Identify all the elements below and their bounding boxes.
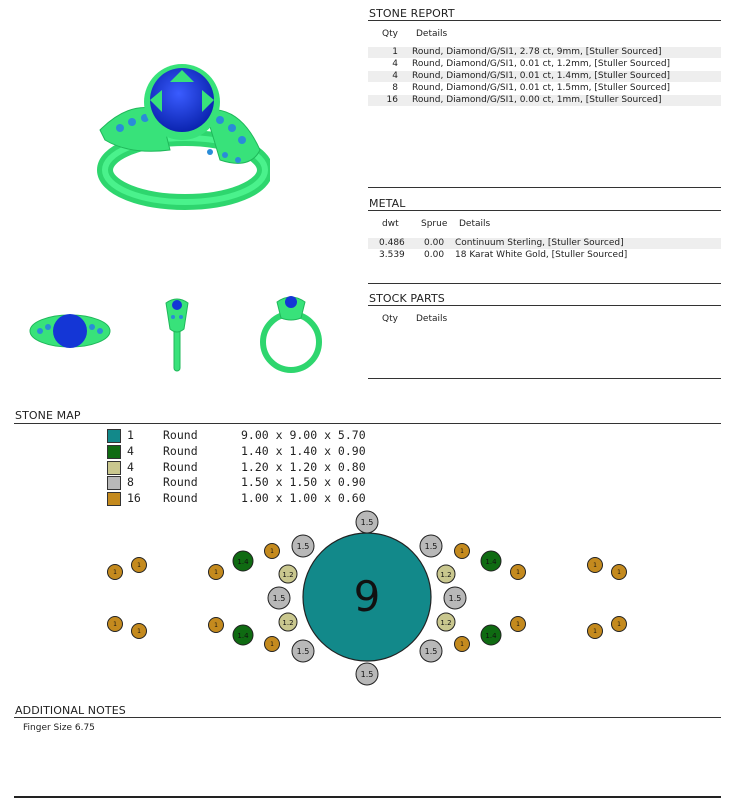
- stone-14-label: 1.4: [237, 632, 249, 640]
- additional-notes-rule: [14, 717, 721, 718]
- stock-parts-qty-header: Qty: [382, 314, 398, 324]
- details-cell: Round, Diamond/G/SI1, 0.01 ct, 1.5mm, [Stuller Sourced]: [412, 83, 671, 93]
- qty-cell: 16: [386, 95, 398, 105]
- stone-1-label: 1: [593, 628, 597, 635]
- metal-title: METAL: [369, 197, 406, 210]
- center-stone-label: 9: [353, 572, 381, 621]
- legend-swatch: [107, 429, 121, 443]
- stone-1-label: 1: [137, 628, 141, 635]
- additional-notes-title: ADDITIONAL NOTES: [15, 704, 126, 717]
- sprue-cell: 0.00: [424, 250, 445, 260]
- stone-15-label: 1.5: [272, 594, 286, 603]
- stone-12-label: 1.2: [440, 571, 452, 579]
- table-row: [368, 58, 721, 71]
- stone-14-label: 1.4: [485, 558, 497, 566]
- stock-parts-rule: [368, 305, 721, 306]
- stone-15-label: 1.5: [448, 594, 462, 603]
- metal-table: [368, 238, 721, 262]
- legend-dims: 1.40 x 1.40 x 0.90: [241, 443, 366, 458]
- dwt-cell: 3.539: [379, 250, 405, 260]
- details-cell: Continuum Sterling, [Stuller Sourced]: [455, 238, 624, 248]
- legend-dims: 1.00 x 1.00 x 0.60: [241, 491, 366, 506]
- legend-swatch: [107, 461, 121, 475]
- stone-1-label: 1: [516, 621, 520, 628]
- stone-15-label: 1.5: [424, 647, 438, 656]
- stone-report-title: STONE REPORT: [369, 7, 455, 20]
- stone-report-qty-header: Qty: [382, 29, 398, 39]
- stone-1-label: 1: [617, 569, 621, 576]
- stone-1-label: 1: [593, 562, 597, 569]
- legend-dims: 1.20 x 1.20 x 0.80: [241, 459, 366, 474]
- table-row: [368, 249, 721, 262]
- table-row: [368, 47, 721, 58]
- table-row: [368, 238, 721, 249]
- stone-report-details-header: Details: [416, 29, 448, 39]
- legend-dims: 9.00 x 9.00 x 5.70: [241, 428, 366, 442]
- legend-count: 4: [127, 443, 134, 458]
- details-cell: Round, Diamond/G/SI1, 0.01 ct, 1.2mm, [Stuller Sourced]: [412, 59, 671, 69]
- metal-details-header: Details: [459, 219, 491, 229]
- stone-15-label: 1.5: [360, 670, 374, 679]
- page-bottom-rule: [14, 796, 721, 798]
- qty-cell: 4: [392, 59, 398, 69]
- details-cell: Round, Diamond/G/SI1, 0.00 ct, 1mm, [Stuller Sourced]: [412, 95, 662, 105]
- qty-cell: 1: [392, 47, 398, 57]
- stone-map-title: STONE MAP: [15, 409, 81, 422]
- stone-1-label: 1: [460, 641, 464, 648]
- table-row: [368, 95, 721, 106]
- legend-shape: Round: [163, 475, 198, 490]
- ring-top-view-render: [28, 305, 112, 357]
- metal-sprue-header: Sprue: [421, 219, 448, 229]
- legend-shape: Round: [163, 443, 198, 458]
- stone-1-label: 1: [270, 641, 274, 648]
- details-cell: Round, Diamond/G/SI1, 0.01 ct, 1.4mm, [Stuller Sourced]: [412, 71, 671, 81]
- stone-12-label: 1.2: [282, 619, 294, 627]
- ring-front-view-render: [255, 292, 327, 376]
- stone-report-rule: [368, 20, 721, 21]
- finger-size-note: Finger Size 6.75: [23, 723, 95, 733]
- legend-shape: Round: [163, 428, 198, 442]
- qty-cell: 8: [392, 83, 398, 93]
- stone-1-label: 1: [113, 569, 117, 576]
- stone-1-label: 1: [137, 562, 141, 569]
- legend-count: 8: [127, 475, 134, 490]
- stock-parts-details-header: Details: [416, 314, 448, 324]
- stone-1-label: 1: [617, 621, 621, 628]
- details-cell: 18 Karat White Gold, [Stuller Sourced]: [455, 250, 628, 260]
- legend-count: 1: [127, 428, 134, 442]
- metal-top-rule: [368, 187, 721, 188]
- stone-15-label: 1.5: [296, 542, 310, 551]
- legend-dims: 1.50 x 1.50 x 0.90: [241, 475, 366, 490]
- sprue-cell: 0.00: [424, 238, 445, 248]
- legend-swatch: [107, 476, 121, 490]
- metal-rule: [368, 210, 721, 211]
- qty-cell: 4: [392, 71, 398, 81]
- details-cell: Round, Diamond/G/SI1, 2.78 ct, 9mm, [Stuller Sourced]: [412, 47, 662, 57]
- legend-shape: Round: [163, 491, 198, 506]
- stone-1-label: 1: [214, 569, 218, 576]
- dwt-cell: 0.486: [379, 238, 405, 248]
- table-row: [368, 71, 721, 82]
- table-row: [368, 82, 721, 95]
- stone-report-table: [368, 47, 721, 106]
- legend-swatch: [107, 445, 121, 459]
- stone-12-label: 1.2: [440, 619, 452, 627]
- stone-1-label: 1: [516, 569, 520, 576]
- legend-shape: Round: [163, 459, 198, 474]
- stock-parts-top-rule: [368, 283, 721, 284]
- stone-1-label: 1: [460, 548, 464, 555]
- stone-map-diagram: [0, 505, 733, 690]
- stock-parts-title: STOCK PARTS: [369, 292, 445, 305]
- stone-1-label: 1: [214, 622, 218, 629]
- stone-15-label: 1.5: [296, 647, 310, 656]
- legend-count: 4: [127, 459, 134, 474]
- stone-15-label: 1.5: [424, 542, 438, 551]
- metal-dwt-header: dwt: [382, 219, 399, 229]
- stone-15-label: 1.5: [360, 518, 374, 527]
- stone-14-label: 1.4: [237, 558, 249, 566]
- stone-14-label: 1.4: [485, 632, 497, 640]
- stock-parts-bottom-rule: [368, 378, 721, 379]
- stone-1-label: 1: [270, 548, 274, 555]
- legend-count: 16: [127, 491, 141, 506]
- stone-map-rule: [14, 423, 721, 424]
- stone-1-label: 1: [113, 621, 117, 628]
- stone-12-label: 1.2: [282, 571, 294, 579]
- ring-side-view-render: [162, 295, 192, 375]
- ring-main-render: [90, 60, 270, 210]
